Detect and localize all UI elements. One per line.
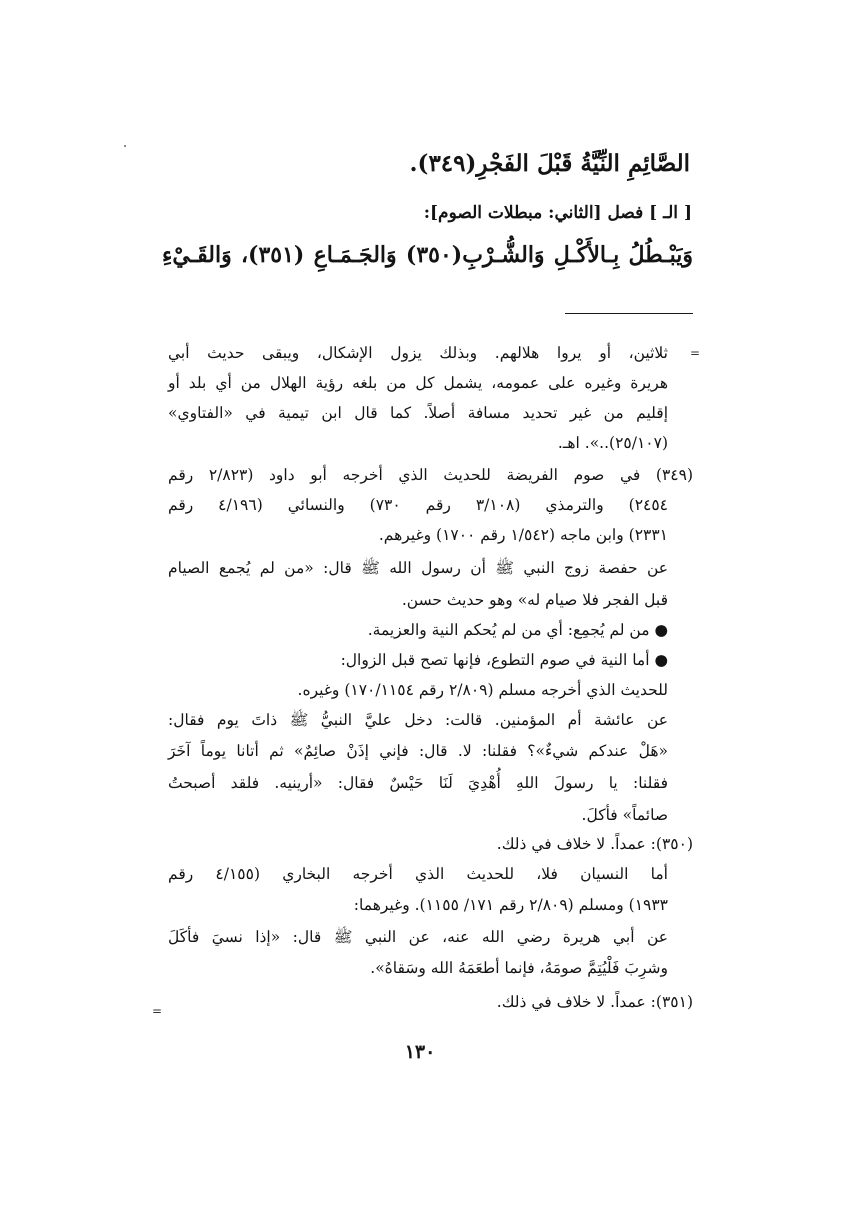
footnote-349-line: (٣٤٩) في صوم الفريضة للحديث الذي أخرجه أبو داود (٢/٨٢٣ رقم (168, 466, 693, 484)
footnote-349-line: فقلنا: يا رسولَ اللهِ أُهْدِيَ لَنَا حَيْسٌ فقال: «أرينيه. فلقد أصبحتُ (168, 774, 668, 792)
footnote-cont-line: إقليم من غير تحديد مسافة أصلاً. كما قال ابن تيمية في «الفتاوي» (168, 404, 668, 422)
footnote-cont-line: ثلاثين، أو يروا هلالهم. وبذلك يزول الإشكال، ويبقى حديث أبي (168, 344, 668, 362)
footnote-350-line: (٣٥٠): عمداً. لا خلاف في ذلك. (496, 835, 693, 853)
speck (124, 145, 126, 147)
footnote-350-line: ١٩٣٣) ومسلم (٢/٨٠٩ رقم ١٧١/ ١١٥٥). وغيرهما: (353, 896, 668, 914)
margin-mark-bottom: = (152, 1004, 163, 1018)
footnote-349-line: عن عائشة أم المؤمنين. قالت: دخل عليَّ النبيُّ ﷺ ذاتَ يوم فقال: (168, 711, 668, 729)
footnote-349-line: «هَلْ عندكم شيءٌ»؟ فقلنا: لا. قال: فإني إذَنْ صائِمٌ» ثم أتانا يوماً آخَرَ (168, 742, 668, 760)
footnote-349-line: قبل الفجر فلا صيام له» وهو حديث حسن. (401, 591, 668, 609)
footnote-cont-line: (٢٥/١٠٧)..». اهـ. (557, 434, 668, 452)
footnote-349-line: عن حفصة زوج النبي ﷺ أن رسول الله ﷺ قال: «من لم يُجمع الصيام (168, 559, 668, 577)
footnote-350-line: وشرِبَ فَلْيُتِمَّ صومَهُ، فإنما أطعَمَهُ الله وسَقاهُ». (370, 959, 668, 977)
main-text-line-3: وَيَبْـطُلُ بِـالأَكْـلِ وَالشُّـرْبِ(٣٥٠) وَالجَـمَـاعِ (٣٥١)، وَالقَـيْءِ (162, 242, 693, 268)
section-heading: [ الـ ] فصل [الثاني: مبطلات الصوم]: (423, 203, 692, 223)
footnote-349-line: صائماً» فأكلَ. (581, 806, 668, 824)
footnote-separator (565, 313, 693, 314)
margin-mark-continuation: = (690, 346, 701, 360)
footnote-350-line: عن أبي هريرة رضي الله عنه، عن النبي ﷺ قال: «إذا نسيَ فأكَلَ (168, 928, 668, 946)
footnote-349-bullet: ● أما النية في صوم التطوع، فإنها تصح قبل الزوال: (340, 651, 668, 669)
page-number: ١٣٠ (404, 1041, 436, 1063)
footnote-349-line: ٢٣٣١) وابن ماجه (١/٥٤٢ رقم ١٧٠٠) وغيرهم. (378, 526, 668, 544)
footnote-349-line: ٢٤٥٤) والترمذي (٣/١٠٨ رقم ٧٣٠) والنسائي (٤/١٩٦ رقم (168, 496, 668, 514)
footnote-349-line: للحديث الذي أخرجه مسلم (٢/٨٠٩ رقم ١٧٠/١١٥٤) وغيره. (297, 681, 668, 699)
footnote-351-line: (٣٥١): عمداً. لا خلاف في ذلك. (496, 993, 693, 1011)
footnote-349-bullet: ● من لم يُجمِع: أي من لم يُحكم النية والعزيمة. (367, 621, 668, 639)
main-text-line-1: الصَّائِمِ النِّيَّةُ قَبْلَ الفَجْرِ(٣٤٩). (409, 150, 690, 177)
footnote-cont-line: هريرة وغيره على عمومه، يشمل كل من بلغه رؤية الهلال من أي بلد أو (168, 374, 668, 392)
footnote-350-line: أما النسيان فلا، للحديث الذي أخرجه البخاري (٤/١٥٥ رقم (168, 865, 668, 883)
